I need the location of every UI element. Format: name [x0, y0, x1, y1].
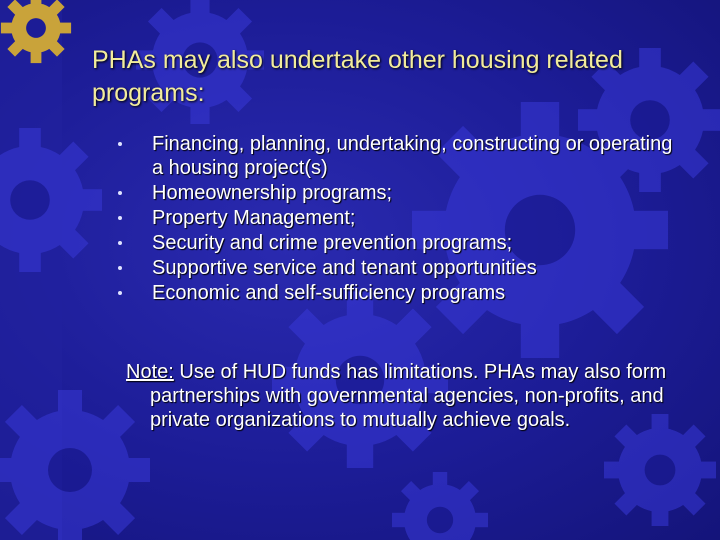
note-paragraph	[126, 360, 720, 432]
slide-title: PHAs may also undertake other housing related programs:	[92, 46, 623, 107]
list-item	[118, 181, 688, 205]
note-text: Use of HUD funds has limitations. PHAs may also form partnerships with governmental agencies, non-profits, and private organizations to mutually achieve goals.	[150, 361, 667, 431]
note-label: Note:	[126, 361, 174, 383]
list-item	[118, 206, 688, 230]
bullet-text: Financing, planning, undertaking, constructing or operating a housing project(s)	[152, 133, 673, 179]
bullet-icon	[118, 142, 122, 146]
list-item	[118, 231, 688, 255]
list-item	[118, 132, 688, 180]
bullet-text: Supportive service and tenant opportunities	[152, 257, 537, 279]
bullet-text: Security and crime prevention programs;	[152, 232, 513, 254]
bullet-icon	[118, 291, 122, 295]
bullet-text: Property Management;	[152, 207, 356, 229]
bullet-icon	[118, 216, 122, 220]
bullet-icon	[118, 241, 122, 245]
bullet-text: Economic and self-sufficiency programs	[152, 282, 506, 304]
bullet-icon	[118, 266, 122, 270]
list-item	[118, 281, 688, 305]
list-item	[118, 256, 688, 280]
bullet-icon	[118, 191, 122, 195]
bullet-list	[118, 132, 688, 306]
bullet-text: Homeownership programs;	[152, 182, 393, 204]
